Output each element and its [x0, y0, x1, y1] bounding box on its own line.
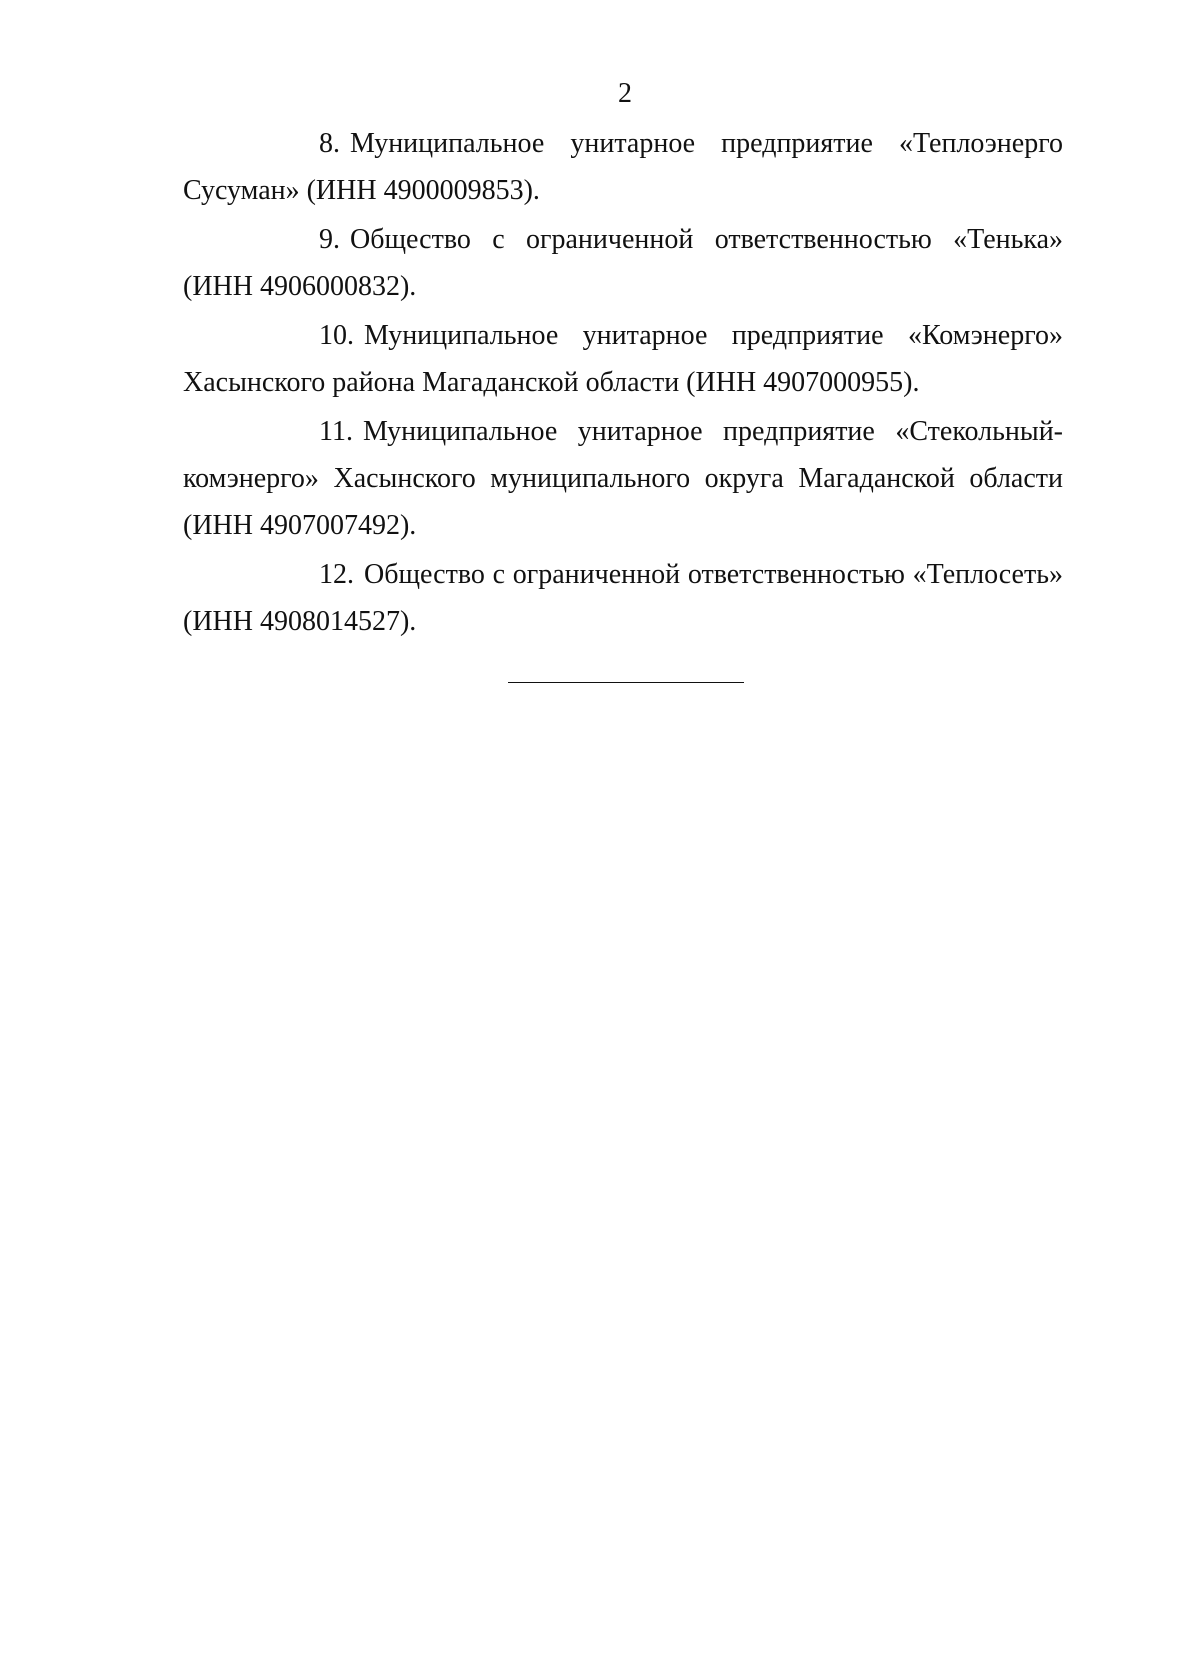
organization-list: [183, 120, 1063, 647]
item-text: Муниципальное унитарное предприятие «Теплоэнерго Сусуман» (ИНН 4900009853).: [183, 128, 1063, 206]
item-text: Общество с ограниченной ответственностью «Тенька» (ИНН 4906000832).: [183, 224, 1063, 302]
item-text: Муниципальное унитарное предприятие «Комэнерго» Хасынского района Магаданской области (ИНН 4907000955).: [183, 320, 1063, 398]
closing-rule-divider: [508, 682, 744, 683]
item-number: 10.: [319, 320, 354, 351]
item-number: 8.: [319, 128, 340, 159]
item-text: Общество с ограниченной ответственностью «Теплосеть» (ИНН 4908014527).: [183, 559, 1063, 637]
list-item: [183, 120, 1063, 214]
list-item: [183, 408, 1063, 549]
page-number: 2: [618, 78, 632, 109]
item-text: Муниципальное унитарное предприятие «Стекольный-комэнерго» Хасынского муниципального округа Магаданской области (ИНН 4907007492).: [183, 416, 1063, 541]
list-item: [183, 551, 1063, 645]
item-number: 12.: [319, 559, 354, 590]
list-item: [183, 312, 1063, 406]
item-number: 11.: [319, 416, 353, 447]
item-number: 9.: [319, 224, 340, 255]
list-item: [183, 216, 1063, 310]
